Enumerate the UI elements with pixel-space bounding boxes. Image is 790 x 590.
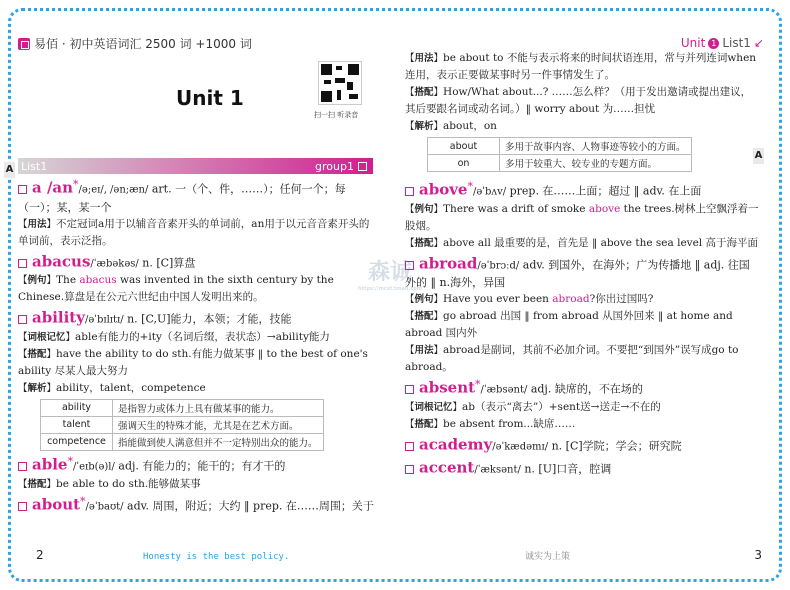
table-row: talent 强调天生的特殊才能，尤其是在艺术方面。 <box>41 416 324 433</box>
qr-code-icon[interactable] <box>318 61 362 105</box>
note-collocation: 【 搭配 】 be able to do sth.能够做某事 <box>18 476 378 493</box>
entry-abacus: abacus/ˈæbəkəs/ n. [C]算盘 <box>18 250 378 273</box>
list-label: List1 <box>21 159 48 173</box>
note-collocation: 【 搭配 】 have the ability to do sth.有能力做某事 ‖ to the best of one's ability 尽某人最大努力 <box>18 346 378 380</box>
left-page <box>5 16 388 574</box>
checkbox-icon[interactable] <box>405 442 414 451</box>
analysis-table <box>427 137 692 172</box>
unit-title: Unit 1 <box>176 86 244 110</box>
store-watermark: 森诚 https://mcst.tmall.com <box>358 260 422 292</box>
group-checkbox-icon <box>358 162 367 171</box>
note-collocation: 【 搭配 】 above all 最重要的是，首先是 ‖ above the sea level 高于海平面 <box>405 235 760 252</box>
page-number: 3 <box>754 548 762 562</box>
right-entries <box>405 50 760 478</box>
note-example: 【 例句 】 There was a drift of smoke above the trees.树林上空飘浮着一股烟。 <box>405 201 760 235</box>
page-motto: 诚实为上策 <box>525 552 571 562</box>
checkbox-icon[interactable] <box>405 385 414 394</box>
qr-caption: 扫一扫 听录音 <box>314 111 359 119</box>
checkbox-icon[interactable] <box>18 502 27 511</box>
table-row: ability 是指智力或体力上具有做某事的能力。 <box>41 399 324 416</box>
entry-academy: academy/əˈkædəmɪ/ n. [C]学院；学会；研究院 <box>405 433 760 456</box>
right-page <box>405 16 770 574</box>
checkbox-icon[interactable] <box>405 261 414 270</box>
group-label: group1 <box>315 160 367 173</box>
corner-arrow-icon: ↙ <box>753 36 764 50</box>
side-tag-right: A <box>753 148 764 164</box>
entry-ability: ability/əˈbɪlɪtɪ/ n. [C,U]能力，本领；才能，技能 <box>18 306 378 329</box>
note-example: 【 例句 】 The abacus was invented in the sixth century by the Chinese.算盘是在公元六世纪由中国人发明出来的。 <box>18 272 378 306</box>
note-example: 【 例句 】 Have you ever been abroad?你出过国吗? <box>405 291 760 308</box>
left-entries <box>18 176 378 515</box>
checkbox-icon[interactable] <box>405 465 414 474</box>
checkbox-icon[interactable] <box>18 462 27 471</box>
entry-absent: absent*/ˈæbsənt/ adj. 缺席的，不在场的 <box>405 376 760 399</box>
book-icon <box>18 38 30 50</box>
checkbox-icon[interactable] <box>18 259 27 268</box>
table-row: competence 指能做到使人满意但并不一定特别出众的能力。 <box>41 433 324 450</box>
entry-about: about*/əˈbaʊt/ adv. 周围，附近；大约 ‖ prep. 在……周围；关于 <box>18 493 378 516</box>
note-usage: 【 用法 】 abroad是副词，其前不必加介词。不要把“到国外”误写成go to abroad。 <box>405 342 760 376</box>
note-usage: 【 用法 】 be about to 不能与表示将来的时间状语连用，常与并列连词when连用，表示正要做某事时另一件事情发生了。 <box>405 50 760 84</box>
entry-accent: accent/ˈæksənt/ n. [U]口音，腔调 <box>405 456 760 479</box>
book-header <box>18 35 252 52</box>
entry-abroad: abroad/əˈbrɔːd/ adv. 到国外，在海外；广为传播地 ‖ adj. 往国外的 ‖ n.海外，异国 <box>405 254 750 290</box>
unit-number-badge: 1 <box>708 38 719 49</box>
note-memory: 【 词根记忆 】 able有能力的+ity（名词后缀，表状态）→ability能力 <box>18 329 378 346</box>
note-analysis: 【 解析 】 ability，talent，competence <box>18 380 378 397</box>
book-title: 易佰 · 初中英语词汇 2500 词 +1000 词 <box>34 37 252 51</box>
note-usage: 【 用法 】 不定冠词a用于以辅音音素开头的单词前，an用于以元音音素开头的单词前，表示泛指。 <box>18 216 378 250</box>
note-analysis: 【 解析 】 about，on <box>405 118 760 135</box>
table-row: about 多用于故事内容、人物事迹等较小的方面。 <box>428 138 692 155</box>
entry-able: able*/ˈeɪb(ə)l/ adj. 有能力的；能干的；有才干的 <box>18 453 378 476</box>
note-collocation: 【 搭配 】 How/What about...? ……怎么样？（用于发出邀请或提出建议，其后要跟名词或动名词。）‖ worry about 为……担忧 <box>405 84 760 118</box>
analysis-table <box>40 399 324 451</box>
table-row: on 多用于较重大、较专业的专题方面。 <box>428 155 692 172</box>
entry-a-an: a /an*/ə;eɪ/, /ən;æn/ art. 一（个、件，……）；任何一个；每（一）；某，某一个 <box>18 178 346 214</box>
checkbox-icon[interactable] <box>18 315 27 324</box>
unit-header: Unit 1 List1 ↙ <box>680 36 764 50</box>
note-collocation: 【 搭配 】 be absent from...缺席…… <box>405 416 760 433</box>
checkbox-icon[interactable] <box>405 187 414 196</box>
list-bar <box>18 158 373 174</box>
checkbox-icon[interactable] <box>18 185 27 194</box>
note-collocation: 【 搭配 】 go abroad 出国 ‖ from abroad 从国外回来 ‖ at home and abroad 国内外 <box>405 308 760 342</box>
page-number: 2 <box>36 548 44 562</box>
side-tag-left: A <box>4 162 15 178</box>
note-memory: 【 词根记忆 】 ab（表示“离去”）+sent送→送走→不在的 <box>405 399 760 416</box>
page-motto: Honesty is the best policy. <box>143 552 290 562</box>
entry-above: above*/əˈbʌv/ prep. 在……上面；超过 ‖ adv. 在上面 <box>405 178 760 201</box>
